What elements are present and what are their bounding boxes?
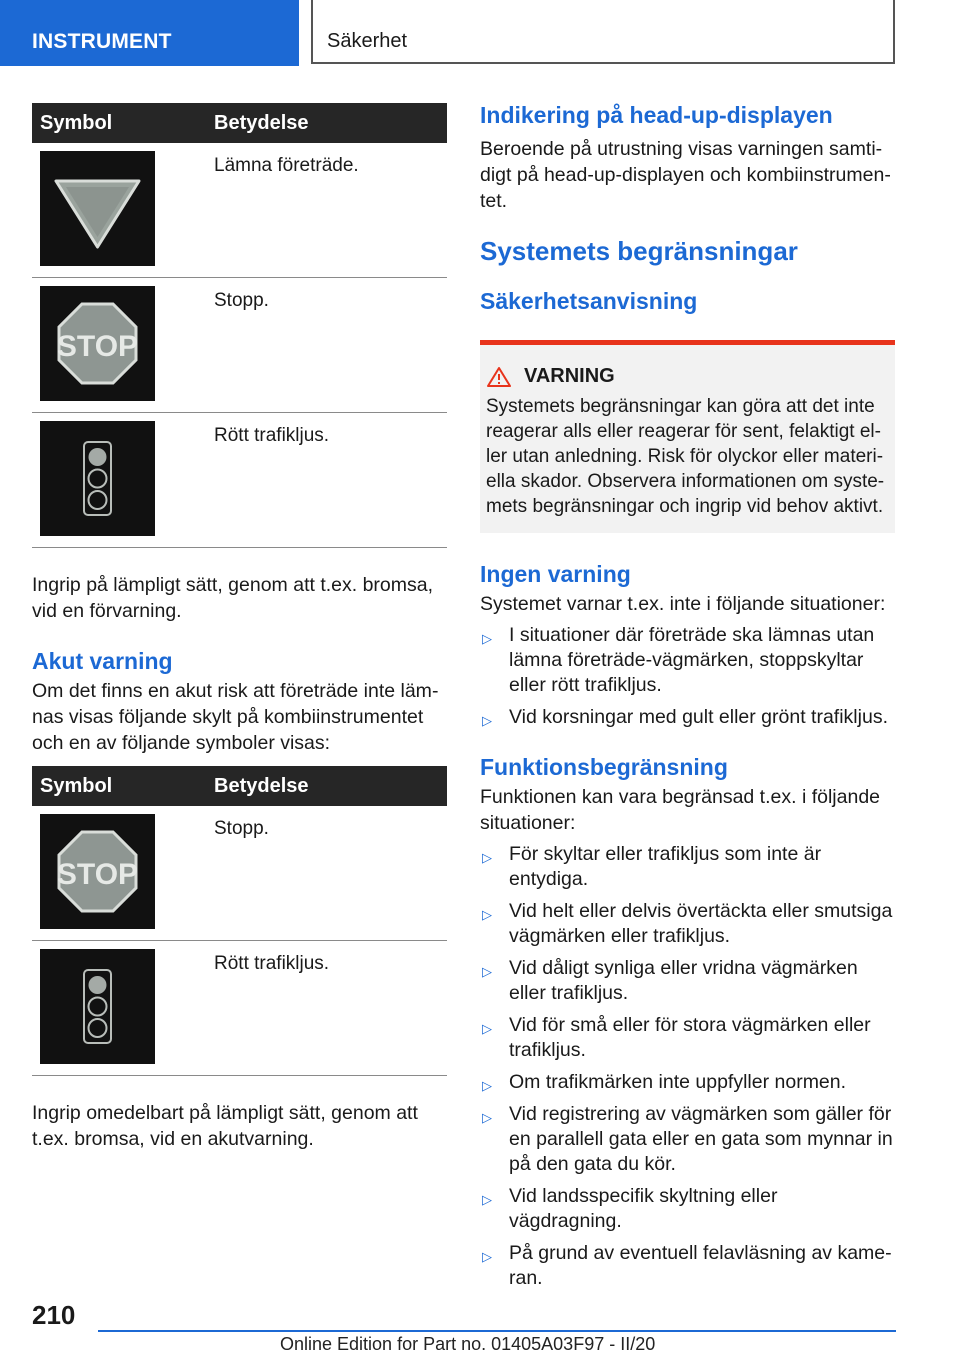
triangle-bullet-icon: ▷	[482, 1110, 492, 1125]
list-item: ▷ Vid dåligt synliga eller vridna vägmärken eller trafikljus.	[482, 957, 858, 1004]
safety-heading: Säkerhetsanvisning	[480, 288, 698, 314]
triangle-bullet-icon: ▷	[482, 713, 492, 728]
triangle-bullet-icon: ▷	[482, 964, 492, 979]
section-tab[interactable]: INSTRUMENT	[0, 0, 299, 66]
list-item: ▷ Om trafikmärken inte uppfyller normen.	[480, 1070, 895, 1095]
triangle-bullet-icon: ▷	[482, 850, 492, 865]
meaning-text: Stopp.	[206, 278, 447, 413]
table-row	[32, 143, 447, 278]
edition-footer: Online Edition for Part no. 01405A03F97 - II/20	[280, 1334, 656, 1354]
list-item: ▷ Vid landsspecifik skyltning eller vägdragning.	[482, 1185, 778, 1232]
hud-text: Beroende på utrustning visas varningen samtidigt på head-up-displayen och kombiinstrumentet.	[480, 138, 891, 212]
warning-text: Systemets begränsningar kan göra att det inte reagerar alls eller reagerar för sent, felaktigt eller utan anledning. Risk för olyckor eller materiella skador. Observera informationen om systemets begränsningar och ingrip vid behov aktivt.	[486, 396, 885, 517]
triangle-bullet-icon: ▷	[482, 1249, 492, 1264]
list-item: ▷ På grund av eventuell felavläsning av kameran.	[482, 1242, 892, 1289]
list-item: ▷ Vid korsningar med gult eller grönt trafikljus.	[480, 705, 895, 730]
meaning-text: Rött trafikljus.	[206, 413, 447, 548]
left-column	[32, 103, 447, 1152]
meaning-text: Lämna företräde.	[206, 143, 447, 278]
no-warning-list	[480, 623, 895, 730]
acute-instruction: Ingrip omedelbart på lämpligt sätt, genom att t.ex. bromsa, vid en akutvarning.	[32, 1102, 418, 1150]
symbol-table-acute	[32, 766, 447, 1076]
system-limits-heading: Systemets begränsningar	[480, 236, 798, 266]
topic-title: Säkerhet	[311, 0, 895, 64]
no-warning-text: Systemet varnar t.ex. inte i följande situationer:	[480, 593, 886, 615]
prewarning-instruction: Ingrip på lämpligt sätt, genom att t.ex. bromsa, vid en förvarning.	[32, 574, 434, 622]
page-number: 210	[32, 1300, 76, 1330]
table-row	[32, 413, 447, 548]
triangle-bullet-icon: ▷	[482, 907, 492, 922]
table-header-row	[32, 766, 447, 806]
triangle-bullet-icon: ▷	[482, 1078, 492, 1093]
triangle-bullet-icon: ▷	[482, 1192, 492, 1207]
list-item: ▷ Vid för små eller för stora vägmärken eller trafikljus.	[482, 1014, 871, 1061]
svg-text:STOP: STOP	[56, 330, 139, 363]
table-header-row	[32, 103, 447, 143]
function-limit-text: Funktionen kan vara begränsad t.ex. i följande situationer:	[480, 786, 881, 834]
column-header-meaning: Betydelse	[206, 766, 447, 806]
hud-heading: Indikering på head-up-displayen	[480, 102, 833, 128]
svg-text:STOP: STOP	[56, 858, 139, 891]
table-row	[32, 278, 447, 413]
red-traffic-light-icon	[40, 949, 155, 1064]
yield-sign-icon	[40, 151, 155, 266]
table-row	[32, 941, 447, 1076]
triangle-bullet-icon: ▷	[482, 631, 492, 646]
acute-warning-heading: Akut varning	[32, 648, 173, 674]
column-header-meaning: Betydelse	[206, 103, 447, 143]
list-item: ▷ För skyltar eller trafikljus som inte är entydiga.	[482, 843, 822, 890]
list-item: ▷ Vid registrering av vägmärken som gäller för en parallell gata eller en gata som mynnar in på den gata du kör.	[482, 1103, 893, 1175]
list-item: ▷ I situationer där företräde ska lämnas utan lämna företräde-vägmärken, stoppskyltar eller rött trafikljus.	[482, 624, 875, 696]
stop-sign-icon	[40, 286, 155, 401]
no-warning-heading: Ingen varning	[480, 561, 631, 587]
meaning-text: Stopp.	[206, 806, 447, 941]
function-limit-list	[480, 842, 895, 1291]
footer-divider	[98, 1330, 896, 1332]
function-limit-heading: Funktionsbegränsning	[480, 754, 728, 780]
right-column	[480, 100, 895, 1298]
triangle-bullet-icon: ▷	[482, 1021, 492, 1036]
column-header-symbol: Symbol	[32, 766, 206, 806]
red-traffic-light-icon	[40, 421, 155, 536]
warning-title: VARNING	[524, 365, 615, 387]
warning-triangle-icon	[486, 366, 512, 388]
page-header	[0, 0, 960, 66]
meaning-text: Rött trafikljus.	[206, 941, 447, 1076]
table-row	[32, 806, 447, 941]
list-item: ▷ Vid helt eller delvis övertäckta eller smutsiga vägmärken eller trafikljus.	[482, 900, 893, 947]
symbol-table-prewarning	[32, 103, 447, 548]
warning-box	[480, 340, 895, 533]
stop-sign-icon	[40, 814, 155, 929]
column-header-symbol: Symbol	[32, 103, 206, 143]
acute-warning-text: Om det finns en akut risk att företräde inte lämnas visas följande skylt på kombiinstrumentet och en av följande symboler visas:	[32, 680, 439, 754]
